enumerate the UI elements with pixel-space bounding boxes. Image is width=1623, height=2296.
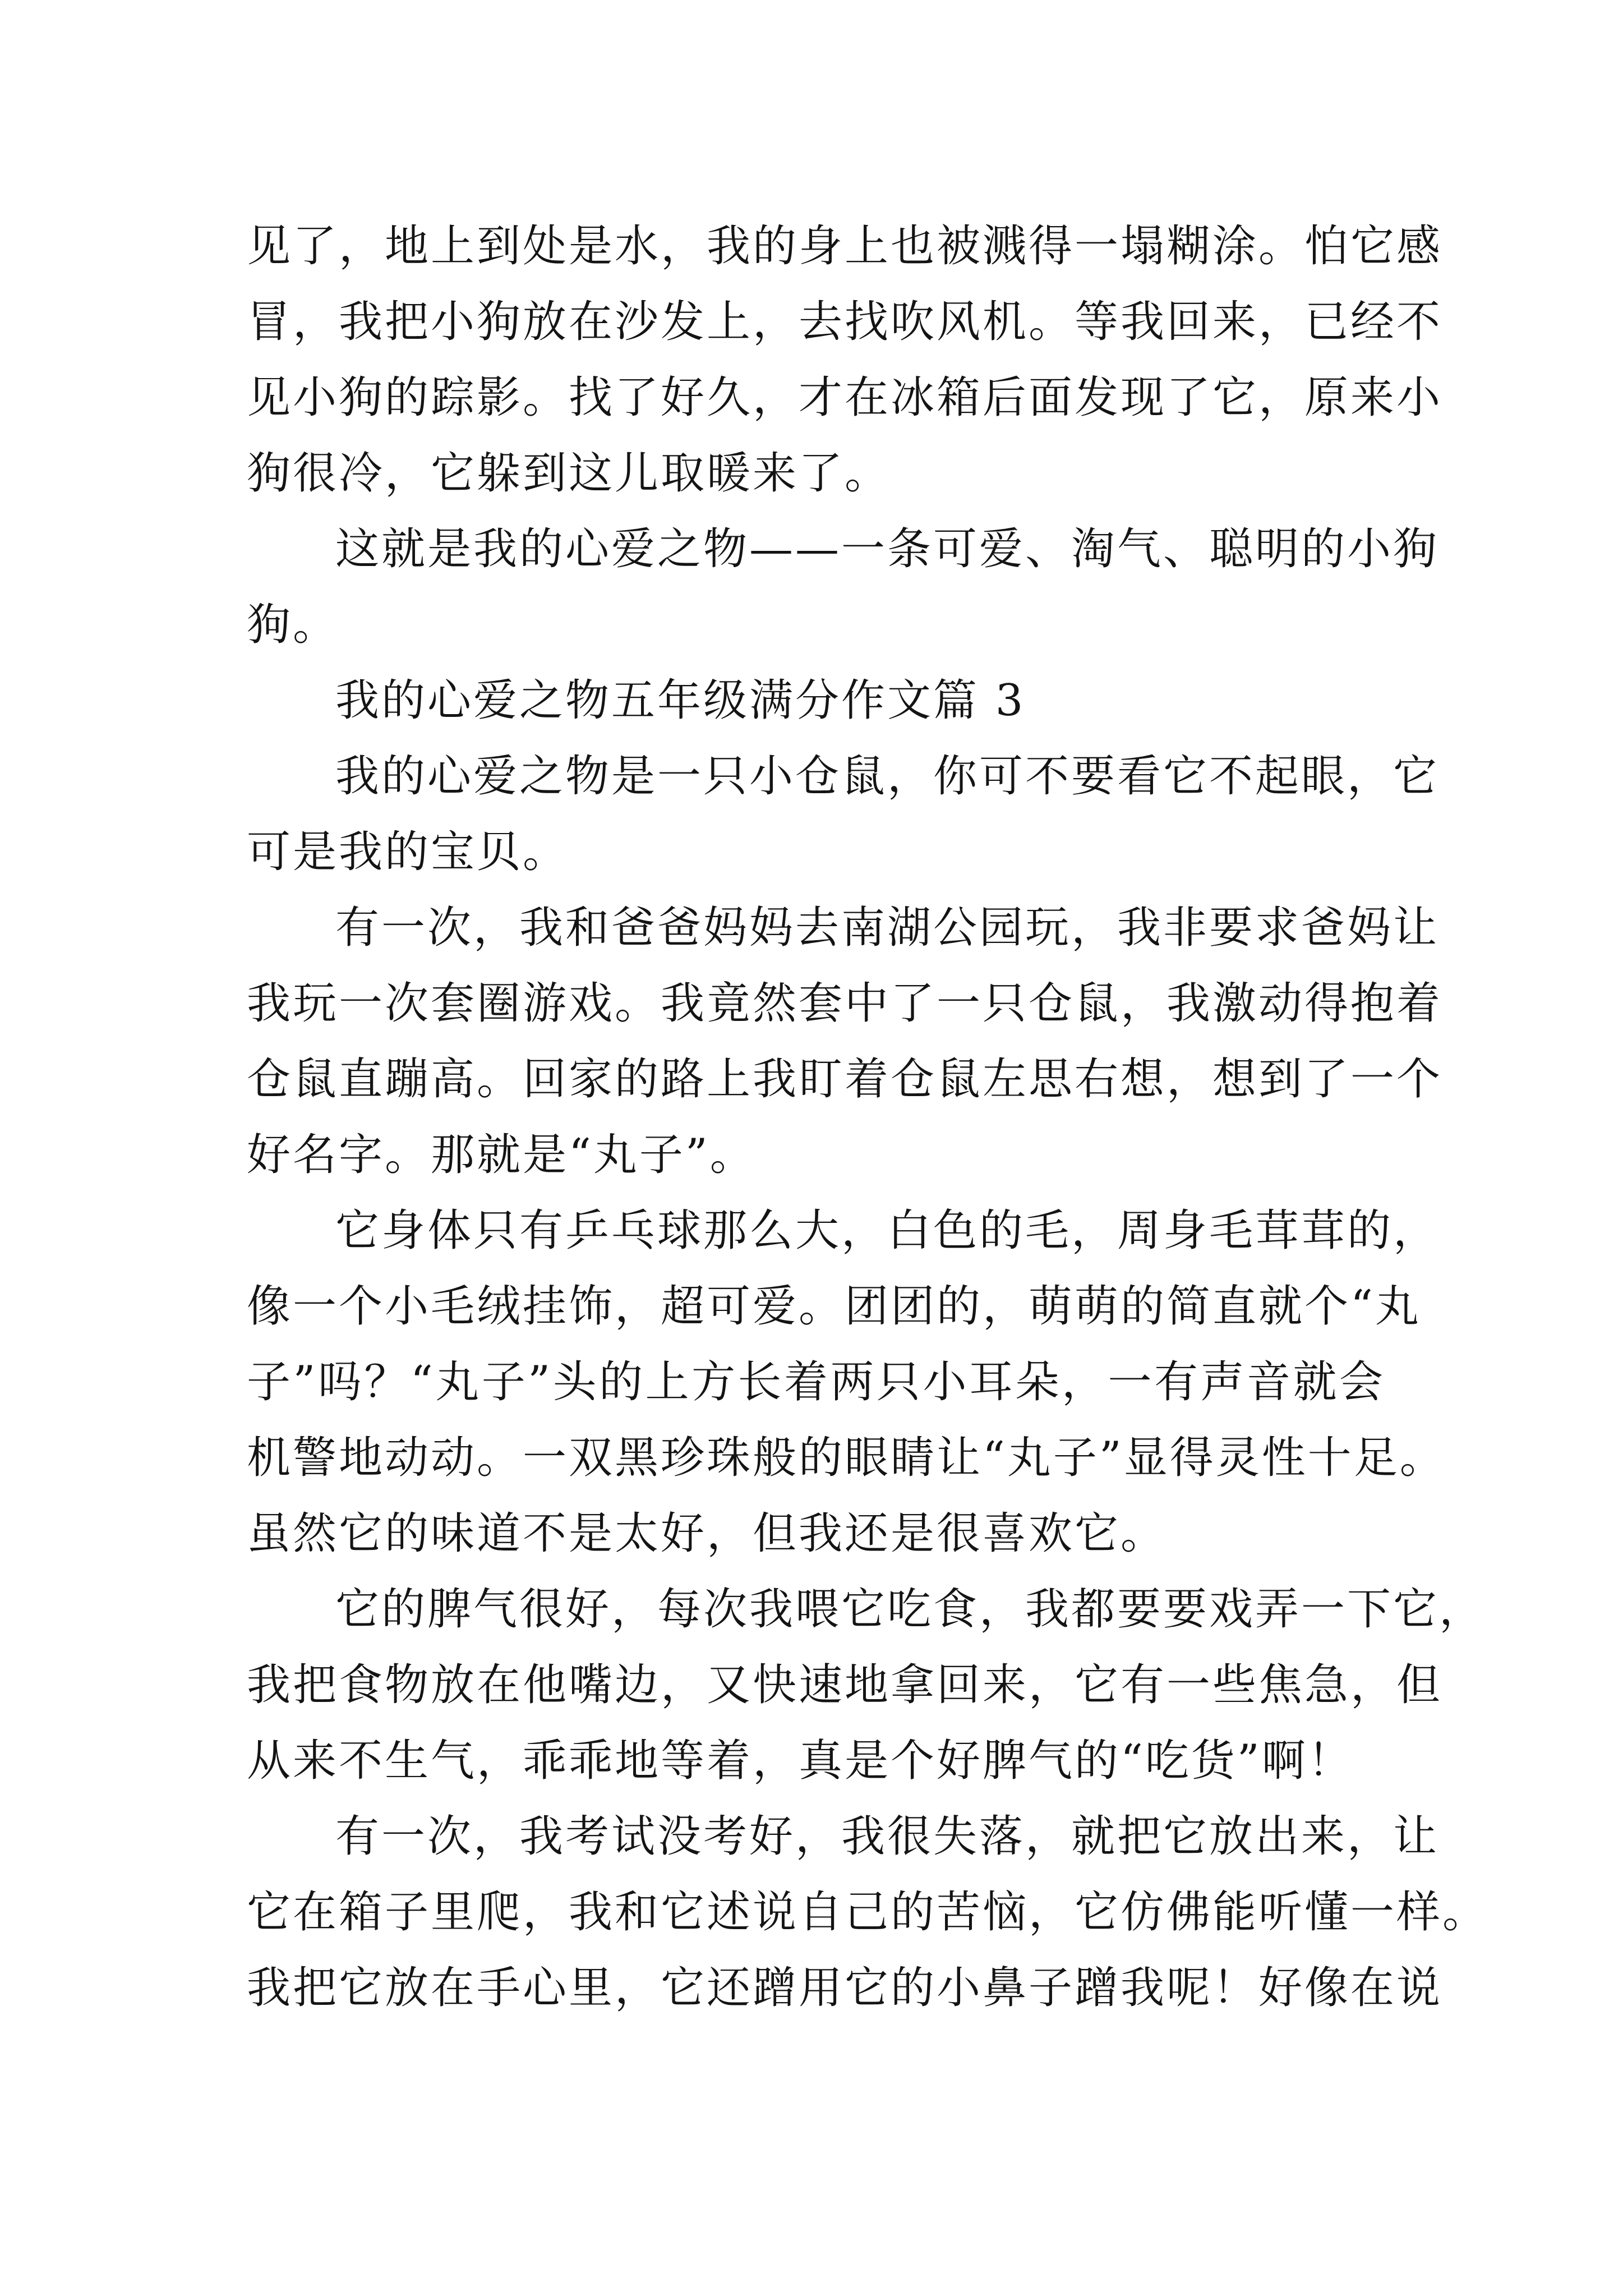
text-line: 冒，我把小狗放在沙发上，去找吹风机。等我回来，已经不 <box>247 297 1443 347</box>
text-line: 仓鼠直蹦高。回家的路上我盯着仓鼠左思右想，想到了一个 <box>247 1054 1443 1105</box>
text-line: 虽然它的味道不是太好，但我还是很喜欢它。 <box>247 1508 1167 1559</box>
text-line: 子”吗？“丸子”头的上方长着两只小耳朵，一有声音就会 <box>247 1357 1385 1407</box>
text-line: 狗很冷，它躲到这儿取暖来了。 <box>247 448 891 499</box>
essay-text <box>247 209 1489 2026</box>
text-line: 它在箱子里爬，我和它述说自己的苦恼，它仿佛能听懂一样。 <box>247 1887 1489 1938</box>
text-line: 我把食物放在他嘴边，又快速地拿回来，它有一些焦急，但 <box>247 1660 1443 1710</box>
text-line: 见小狗的踪影。找了好久，才在冰箱后面发现了它，原来小 <box>247 372 1443 423</box>
paragraph-first-line: 它身体只有乒乓球那么大，白色的毛，周身毛茸茸的， <box>335 1205 1440 1256</box>
text-line: 好名字。那就是“丸子”。 <box>247 1130 756 1180</box>
paragraph-first-line: 它的脾气很好，每次我喂它吃食，我都要要戏弄一下它， <box>335 1584 1486 1635</box>
section-heading: 我的心爱之物五年级满分作文篇 3 <box>335 675 1026 726</box>
text-line: 狗。 <box>247 600 339 650</box>
text-line: 像一个小毛绒挂饰，超可爱。团团的，萌萌的简直就个“丸 <box>247 1281 1421 1332</box>
text-line: 我把它放在手心里，它还蹭用它的小鼻子蹭我呢！好像在说 <box>247 1963 1443 2013</box>
paragraph-first-line: 我的心爱之物是一只小仓鼠，你可不要看它不起眼，它 <box>335 751 1440 802</box>
paragraph-first-line: 这就是我的心爱之物——一条可爱、淘气、聪明的小狗 <box>335 524 1440 574</box>
paragraph-first-line: 有一次，我和爸爸妈妈去南湖公园玩，我非要求爸妈让 <box>335 903 1440 953</box>
text-line: 机警地动动。一双黑珍珠般的眼睛让“丸子”显得灵性十足。 <box>247 1433 1446 1483</box>
paragraph-first-line: 有一次，我考试没考好，我很失落，就把它放出来，让 <box>335 1811 1440 1862</box>
text-line: 从来不生气，乖乖地等着，真是个好脾气的“吃货”啊！ <box>247 1736 1354 1786</box>
text-line: 可是我的宝贝。 <box>247 827 569 877</box>
text-line: 见了，地上到处是水，我的身上也被溅得一塌糊涂。怕它感 <box>247 221 1443 272</box>
text-line: 我玩一次套圈游戏。我竟然套中了一只仓鼠，我激动得抱着 <box>247 978 1443 1029</box>
